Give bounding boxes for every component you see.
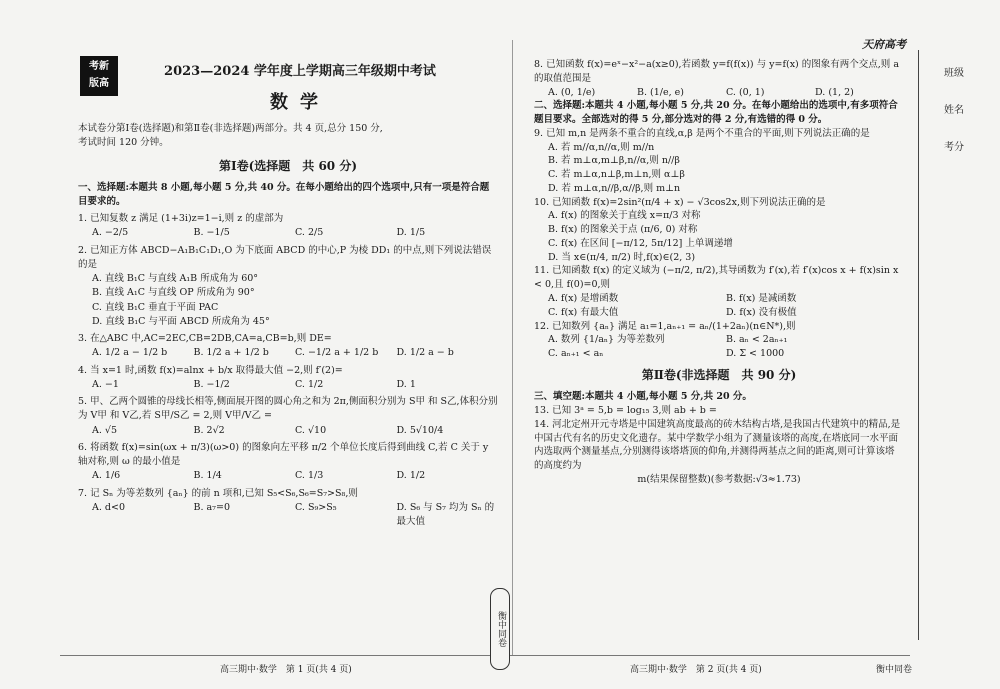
answer-option: A. −2/5 [92,227,129,239]
answer-option: B. a₇=0 [193,501,230,513]
answer-option: A. √5 [92,424,117,436]
answer-option: B. aₙ < 2aₙ₊₁ [726,334,788,346]
question-stem: 3. 在△ABC 中,AC=2EC,CB=2DB,CA=a,CB=b,则 DE= [78,333,332,344]
answer-option: B. −1/2 [193,378,230,390]
question-4 [78,364,498,393]
answer-option: D. 1/2 a − b [396,347,454,359]
question-14: 14. 河北定州开元寺塔是中国建筑高度最高的砖木结构古塔,是我国古代建筑中的精品,是中国古代有名的历史文化遗存。某中学数学小组为了测量该塔的高度,在塔底同一水平面内选取两个测量基点,分别测得该塔塔顶的仰角,并测得两基点之间的距离,则可计算该塔的高度约为 [534,418,901,472]
option-list [548,86,904,100]
question-stem: 9. 已知 m,n 是两条不重合的直线,α,β 是两个不重合的平面,则下列说法正确的是 [534,127,870,139]
right-column [534,58,904,487]
answer-option: B. 直线 A₁C 与直线 OP 所成角为 90° [92,287,255,299]
answer-option: A. 数列 {1/aₙ} 为等差数列 [548,334,665,346]
part2-title: 第Ⅱ卷(非选择题 共 90 分) [641,367,797,382]
question-2 [78,244,498,330]
answer-option: D. f(x) 没有极值 [726,306,797,318]
answer-option: D. (1, 2) [815,86,854,98]
answer-option: A. 1/6 [92,470,121,482]
question-14-tail: m(结果保留整数)(参考数据:√3≈1.73) [637,473,801,485]
question-1 [78,212,498,241]
answer-option: C. √10 [295,424,327,436]
answer-option: D. 1/2 [396,470,426,482]
question-7 [78,487,498,530]
answer-option: A. 若 m//α,n//α,则 m//n [548,141,655,153]
answer-option: B. f(x) 是减函数 [726,293,797,305]
question-stem: 1. 已知复数 z 满足 (1+3i)z=1−i,则 z 的虚部为 [78,213,284,224]
option-list [92,272,498,329]
answer-option: A. 1/2 a − 1/2 b [92,347,168,359]
question-13: 13. 已知 3ᵃ = 5,b = log₁₅ 3,则 ab + b = [534,405,717,416]
exam-intro [78,122,498,529]
answer-option: A. f(x) 的图象关于直线 x=π/3 对称 [548,210,701,222]
footer-right-page: 高三期中·数学 第 2 页(共 4 页) [630,665,762,675]
answer-option: D. 1/5 [396,227,426,239]
answer-option: B. −1/5 [193,227,230,239]
answer-option: B. 1/4 [193,470,222,482]
answer-option: C. 若 m⊥α,n⊥β,m⊥n,则 α⊥β [548,169,685,181]
question-5 [78,395,498,438]
option-list [548,141,904,196]
option-list [92,378,498,392]
question-10 [534,196,904,265]
answer-option: D. 5√10/4 [396,424,444,436]
answer-option: C. −1/2 a + 1/2 b [295,347,379,359]
footer-divider [60,655,910,656]
name-label: 姓名 [944,105,964,116]
answer-option: D. Σ < 1000 [726,348,785,360]
footer-brand: 衡中同卷 [876,665,913,675]
score-label: 考分 [944,142,964,153]
intro-line1: 本试卷分第Ⅰ卷(选择题)和第Ⅱ卷(非选择题)两部分。共 4 页,总分 150 分, [78,123,383,134]
stamp-line1: 考新 [89,61,109,72]
question-stem: 6. 将函数 f(x)=sin(ωx + π/3)(ω>0) 的图象向左平移 π/2 个单位长度后得到曲线 C,若 C 关于 y 轴对称,则 ω 的最小值是 [78,441,489,467]
answer-option: C. S₉>S₅ [295,501,337,513]
answer-option: B. 1/2 a + 1/2 b [193,347,269,359]
question-stem: 4. 当 x=1 时,函数 f(x)=alnx + b/x 取得最大值 −2,则 f′(2)= [78,364,343,376]
answer-option: B. f(x) 的图象关于点 (π/6, 0) 对称 [548,224,698,236]
answer-option: D. 若 m⊥α,n//β,α//β,则 m⊥n [548,182,681,194]
answer-option: C. (0, 1) [726,86,765,98]
question-stem: 8. 已知函数 f(x)=eˣ−x²−a(x≥0),若函数 y=f(f(x)) 与 y=f(x) 的图象有两个交点,则 a 的取值范围是 [534,59,899,84]
answer-option: A. 直线 B₁C 与直线 A₁B 所成角为 60° [92,273,259,284]
answer-option: C. f(x) 在区间 [−π/12, 5π/12] 上单调递增 [548,237,733,249]
answer-option: D. 直线 B₁C 与平面 ABCD 所成角为 45° [92,315,270,327]
answer-option: C. 直线 B₁C 垂直于平面 PAC [92,301,219,313]
option-list [548,333,904,361]
answer-option: B. 2√2 [193,424,225,436]
option-list [548,292,904,320]
option-list [92,226,498,240]
answer-option: D. 当 x∈(π/4, π/2) 时,f(x)∈(2, 3) [548,251,696,263]
answer-option: B. (1/e, e) [637,86,684,98]
option-list [92,469,498,483]
answer-option: C. aₙ₊₁ < aₙ [548,348,604,360]
answer-option: C. 2/5 [295,227,324,239]
option-list [92,346,498,360]
answer-option: D. S₆ 与 S₇ 均为 Sₙ 的最大值 [396,501,495,527]
option-list [548,209,904,264]
question-stem: 2. 已知正方体 ABCD−A₁B₁C₁D₁,O 为下底面 ABCD 的中心,P 为棱 DD₁ 的中点,则下列说法错误的是 [78,244,492,270]
section2-heading: 二、选择题:本题共 4 小题,每小题 5 分,共 20 分。在每小题给出的选项中,有多项符合题目要求。全部选对的得 5 分,部分选对的得 2 分,有选错的得 0 分。 [534,100,898,126]
answer-option: A. f(x) 是增函数 [548,293,619,305]
subject-title: 数学 [270,92,330,113]
footer-left-page: 高三期中·数学 第 1 页(共 4 页) [220,665,352,675]
stamp-line2: 版高 [89,78,109,89]
question-stem: 5. 甲、乙两个圆锥的母线长相等,侧面展开图的圆心角之和为 2π,侧面积分别为 S甲 和 S乙,体积分别为 V甲 和 V乙,若 S甲/S乙 = 2,则 V甲/V乙 = [78,396,498,422]
part1-title: 第Ⅰ卷(选择题 共 60 分) [218,158,358,173]
answer-option: D. 1 [396,378,416,390]
question-stem: 10. 已知函数 f(x)=2sin²(π/4 + x) − √3cos2x,则下列说法正确的是 [534,196,826,208]
exam-title: 2023—2024 学年度上学期高三年级期中考试 [164,64,436,79]
center-divider [512,40,513,655]
question-12 [534,320,904,361]
student-info-sidebar [918,50,989,640]
option-list [92,424,498,438]
section1-heading: 一、选择题:本题共 8 小题,每小题 5 分,共 40 分。在每小题给出的四个选项中,只有一项是符合题目要求的。 [78,181,490,207]
question-8 [534,58,904,99]
answer-option: C. 1/2 [295,378,324,390]
answer-option: C. 1/3 [295,470,324,482]
new-edition-stamp [80,56,118,96]
intro-line2: 考试时间 120 分钟。 [78,137,169,149]
answer-option: B. 若 m⊥α,m⊥β,n//α,则 n//β [548,155,680,167]
question-6 [78,441,498,484]
question-11 [534,264,904,319]
answer-option: A. d<0 [92,501,125,513]
answer-option: A. −1 [92,378,119,390]
question-stem: 12. 已知数列 {aₙ} 满足 a₁=1,aₙ₊₁ = aₙ/(1+2aₙ)(n∈N*),则 [534,320,796,332]
answer-option: C. f(x) 有最大值 [548,306,619,318]
question-stem: 7. 记 Sₙ 为等差数列 {aₙ} 的前 n 项和,已知 S₅<S₆,S₆=S₇>S₈,则 [78,487,358,499]
answer-option: A. (0, 1/e) [548,86,596,98]
section3-heading: 三、填空题:本题共 4 小题,每小题 5 分,共 20 分。 [534,391,752,403]
question-stem: 11. 已知函数 f(x) 的定义域为 (−π/2, π/2),其导函数为 f′(x),若 f′(x)cos x + f(x)sin x < 0,且 f(0)=0,则 [534,265,899,291]
left-question-list [78,212,498,529]
class-label: 班级 [944,68,964,79]
option-list [92,501,498,530]
brand-logo: 天府高考 [862,38,906,51]
question-3 [78,332,498,361]
seal-stamp: 衡中同卷 [490,588,510,670]
question-9 [534,127,904,196]
